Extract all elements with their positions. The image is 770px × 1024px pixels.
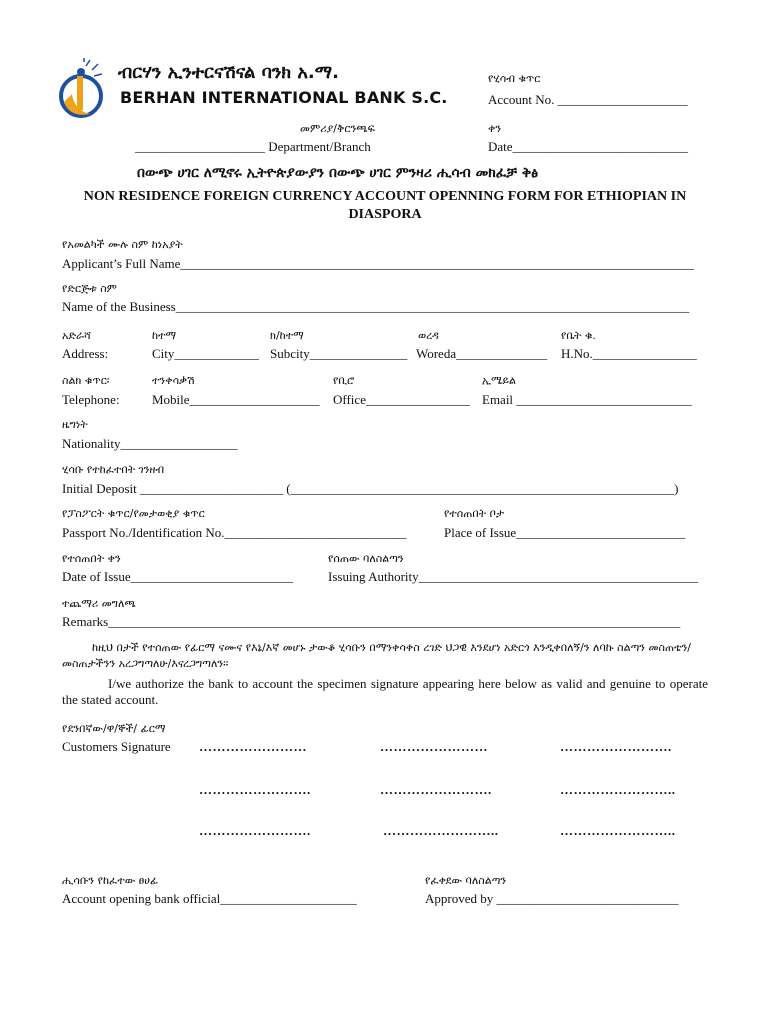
passport-no-field[interactable]: Passport No./Identification No.____________________________ <box>62 525 407 540</box>
office-field[interactable]: Office________________ <box>333 392 470 407</box>
subcity-label-am: ክ/ከተማ <box>270 329 304 342</box>
email-field[interactable]: Email ___________________________ <box>482 392 692 407</box>
telephone-label: Telephone: <box>62 392 120 407</box>
account-no-label-am: የሂሳብ ቁጥር <box>488 72 541 85</box>
place-label-am: የተሰጠበት ቦታ <box>444 507 505 520</box>
deposit-label-am: ሂሳቡ የተከፈተበት ገንዘብ <box>62 463 165 476</box>
form-title-amharic: በውጭ ሀገር ለሚኖሩ ኢትዮጵያውያን በውጭ ሀገር ምንዛሪ ሒሳብ መክፈቻ ቅፅ <box>137 165 539 181</box>
signature-line[interactable]: …………………… <box>380 739 488 754</box>
approved-by-field[interactable]: Approved by ____________________________ <box>425 891 679 906</box>
telephone-label-am: ስልክ ቁጥር፡ <box>62 374 110 387</box>
date-issue-label-am: የተሰጠበት ቀን <box>62 552 121 565</box>
authorization-text-am: ከዚህ በታች የተሰጠው የፊርማ ናሙና የእኔ/እኛ መሆኑ ታውቆ ሂሳቡን በማንቀሳቀስ ረገድ ህጋዊ እንደሆነ አድርጎ እንዲቀበለኝ/ን ለባኩ ስልጣን መስጠቴን/መስጠታችንን አረጋግጣለሁ/እናረጋግጣለን፡፡ <box>62 641 691 670</box>
place-of-issue-field[interactable]: Place of Issue__________________________ <box>444 525 686 540</box>
initial-deposit-field[interactable]: Initial Deposit ______________________ (___________________________________________________________) <box>62 481 679 496</box>
remarks-label-am: ተጨማሪ መግለጫ <box>62 597 136 610</box>
branch-label-am: መምሪያ/ቅርንጫፍ <box>300 122 375 135</box>
full-name-field[interactable]: Applicant’s Full Name_______________________________________________________________________________ <box>62 256 694 271</box>
signature-line[interactable]: ……………………. <box>560 739 672 754</box>
signature-line[interactable]: …………………….. <box>560 823 676 838</box>
house-no-label-am: የቤት ቁ. <box>561 329 596 342</box>
office-label-am: የቢሮ <box>333 374 355 387</box>
date-of-issue-field[interactable]: Date of Issue_________________________ <box>62 569 294 584</box>
full-name-label-am: የአመልካች ሙሉ ስም ከነአያት <box>62 238 183 251</box>
house-no-field[interactable]: H.No.________________ <box>561 346 697 361</box>
woreda-field[interactable]: Woreda______________ <box>416 346 548 361</box>
remarks-field[interactable]: Remarks________________________________________________________________________________________ <box>62 614 681 629</box>
nationality-label-am: ዜግነት <box>62 418 88 431</box>
address-label-am: አድራሻ <box>62 329 91 342</box>
business-label-am: የድርጅቱ ስም <box>62 282 117 295</box>
signature-label-am: የደንበኛው/ዋ/ኞች/ ፊርማ <box>62 722 166 735</box>
account-opening-official-field[interactable]: Account opening bank official_____________________ <box>62 891 357 906</box>
bank-logo <box>50 58 110 120</box>
mobile-label-am: ተንቀሳቃሽ <box>152 374 195 387</box>
bank-name-english: BERHAN INTERNATIONAL BANK S.C. <box>120 88 448 107</box>
signature-line[interactable]: …………………….. <box>560 782 676 797</box>
bank-name-amharic: ብርሃን ኢንተርናሽናል ባንክ አ.ማ. <box>118 62 339 83</box>
date-label-am: ቀን <box>488 122 502 135</box>
city-label-am: ከተማ <box>152 329 177 342</box>
signature-line[interactable]: ……………………. <box>199 782 311 797</box>
approved-label-am: የፈቀደው ባለስልጣን <box>425 874 507 887</box>
address-label: Address: <box>62 346 109 361</box>
business-name-field[interactable]: Name of the Business_______________________________________________________________________________ <box>62 299 690 314</box>
signature-line[interactable]: ……………………. <box>380 782 492 797</box>
date-field[interactable]: Date___________________________ <box>488 139 689 154</box>
issuing-authority-field[interactable]: Issuing Authority___________________________________________ <box>328 569 699 584</box>
account-no-field[interactable]: Account No. ____________________ <box>488 92 688 107</box>
authority-label-am: የሰጠው ባለስልጣን <box>328 552 404 565</box>
form-title-english: NON RESIDENCE FOREIGN CURRENCY ACCOUNT OPENNING FORM FOR ETHIOPIAN IN DIASPORA <box>83 189 687 222</box>
signature-line[interactable]: ……………………. <box>199 823 311 838</box>
mobile-field[interactable]: Mobile____________________ <box>152 392 320 407</box>
signature-line[interactable]: …………………… <box>199 739 307 754</box>
signature-line[interactable]: …………………….. <box>383 823 499 838</box>
city-field[interactable]: City_____________ <box>152 346 259 361</box>
email-label-am: ኢሜይል <box>482 374 516 387</box>
signature-label: Customers Signature <box>62 739 171 754</box>
branch-field[interactable]: ____________________ Department/Branch <box>135 139 371 154</box>
official-label-am: ሒሳቡን የከፈተው ፀሀፊ <box>62 874 159 887</box>
authorization-text: I/we authorize the bank to account the specimen signature appearing here below as valid and genuine to operate the stated account. <box>62 676 708 707</box>
passport-label-am: የፓስፖርት ቁጥር/የመታወቂያ ቁጥር <box>62 507 205 520</box>
nationality-field[interactable]: Nationality__________________ <box>62 436 238 451</box>
subcity-field[interactable]: Subcity_______________ <box>270 346 408 361</box>
woreda-label-am: ወረዳ <box>418 329 439 342</box>
